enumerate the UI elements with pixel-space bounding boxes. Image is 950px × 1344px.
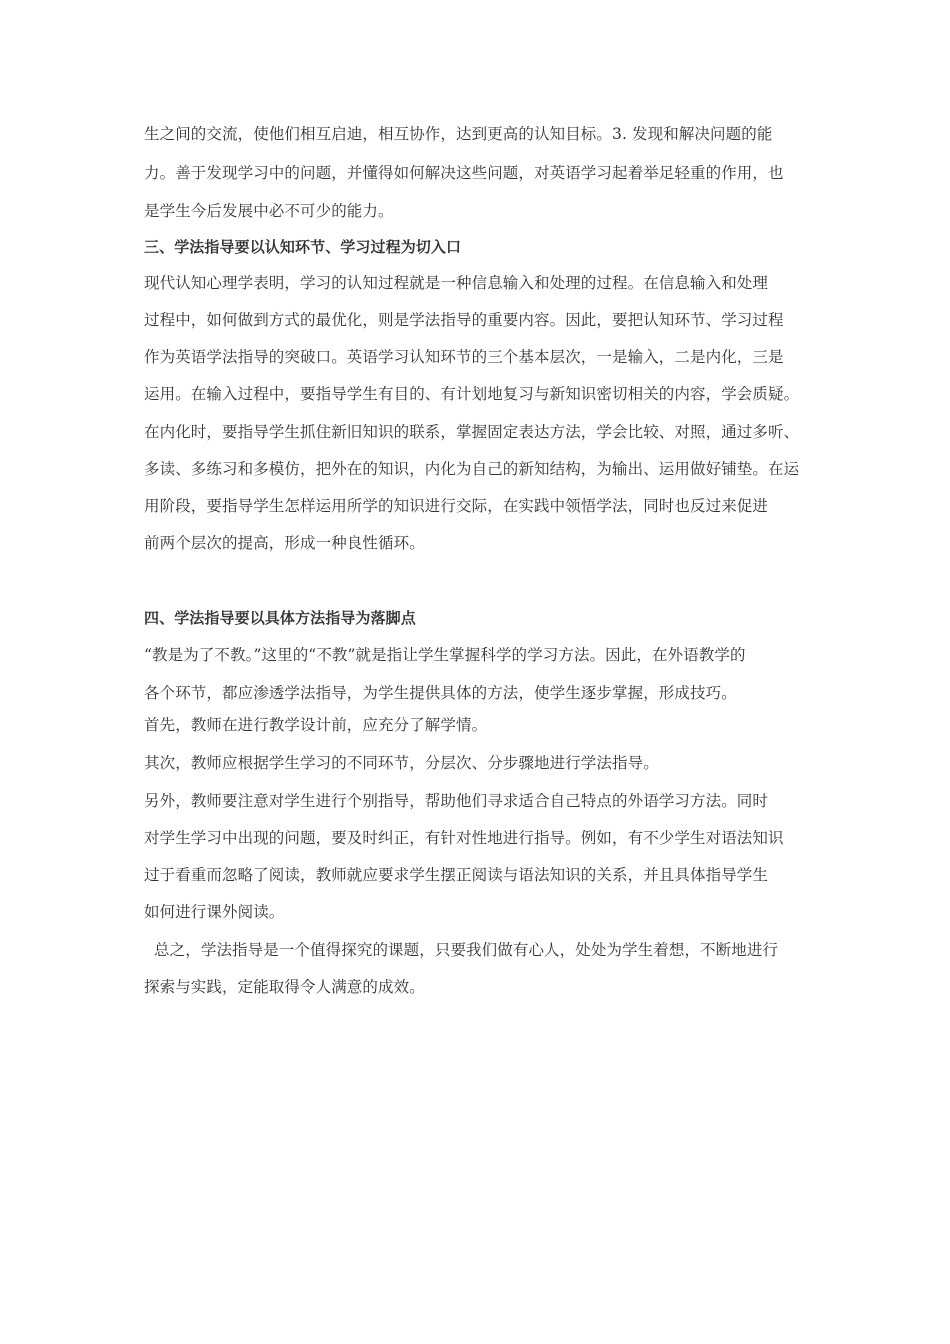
- paragraph-line: 总之，学法指导是一个值得探究的课题，只要我们做有心人，处处为学生着想，不断地进行: [144, 941, 779, 959]
- section-heading: 三、学法指导要以认知环节、学习过程为切入口: [144, 238, 462, 256]
- paragraph-line: 前两个层次的提高，形成一种良性循环。: [144, 534, 425, 552]
- paragraph-line: 运用。在输入过程中，要指导学生有目的、有计划地复习与新知识密切相关的内容，学会质疑。: [144, 385, 800, 403]
- paragraph-line: 首先，教师在进行教学设计前，应充分了解学情。: [144, 716, 488, 734]
- paragraph-line: 各个环节，都应渗透学法指导，为学生提供具体的方法，使学生逐步掌握，形成技巧。: [144, 684, 737, 702]
- paragraph-line: 另外，教师要注意对学生进行个别指导，帮助他们寻求适合自己特点的外语学习方法。同时: [144, 792, 769, 810]
- paragraph-line: 用阶段，要指导学生怎样运用所学的知识进行交际，在实践中领悟学法，同时也反过来促进: [144, 497, 769, 515]
- paragraph-line: 多读、多练习和多模仿，把外在的知识，内化为自己的新知结构，为输出、运用做好铺垫。在运: [144, 460, 800, 478]
- paragraph-line: “教是为了不教。”这里的“不教”就是指让学生掌握科学的学习方法。因此，在外语教学的: [144, 646, 746, 664]
- paragraph-line: 在内化时，要指导学生抓住新旧知识的联系，掌握固定表达方法，学会比较、对照，通过多听、: [144, 423, 800, 441]
- paragraph-line: 力。善于发现学习中的问题，并懂得如何解决这些问题，对英语学习起着举足轻重的作用，也: [144, 164, 784, 182]
- section-heading: 四、学法指导要以具体方法指导为落脚点: [144, 609, 416, 627]
- paragraph-line: 过于看重而忽略了阅读，教师就应要求学生摆正阅读与语法知识的关系，并且具体指导学生: [144, 866, 769, 884]
- paragraph-line: 作为英语学法指导的突破口。英语学习认知环节的三个基本层次，一是输入，二是内化，三是: [144, 348, 784, 366]
- paragraph-line: 对学生学习中出现的问题，要及时纠正，有针对性地进行指导。例如，有不少学生对语法知识: [144, 829, 784, 847]
- paragraph-line: 生之间的交流，使他们相互启迪，相互协作，达到更高的认知目标。3. 发现和解决问题的能: [144, 125, 773, 143]
- paragraph-line: 如何进行课外阅读。: [144, 903, 285, 921]
- paragraph-line: 探索与实践，定能取得令人满意的成效。: [144, 978, 425, 996]
- paragraph-line: 其次，教师应根据学生学习的不同环节，分层次、分步骤地进行学法指导。: [144, 754, 659, 772]
- paragraph-line: 现代认知心理学表明，学习的认知过程就是一种信息输入和处理的过程。在信息输入和处理: [144, 274, 769, 292]
- paragraph-line: 是学生今后发展中必不可少的能力。: [144, 202, 394, 220]
- paragraph-line: 过程中，如何做到方式的最优化，则是学法指导的重要内容。因此，要把认知环节、学习过程: [144, 311, 784, 329]
